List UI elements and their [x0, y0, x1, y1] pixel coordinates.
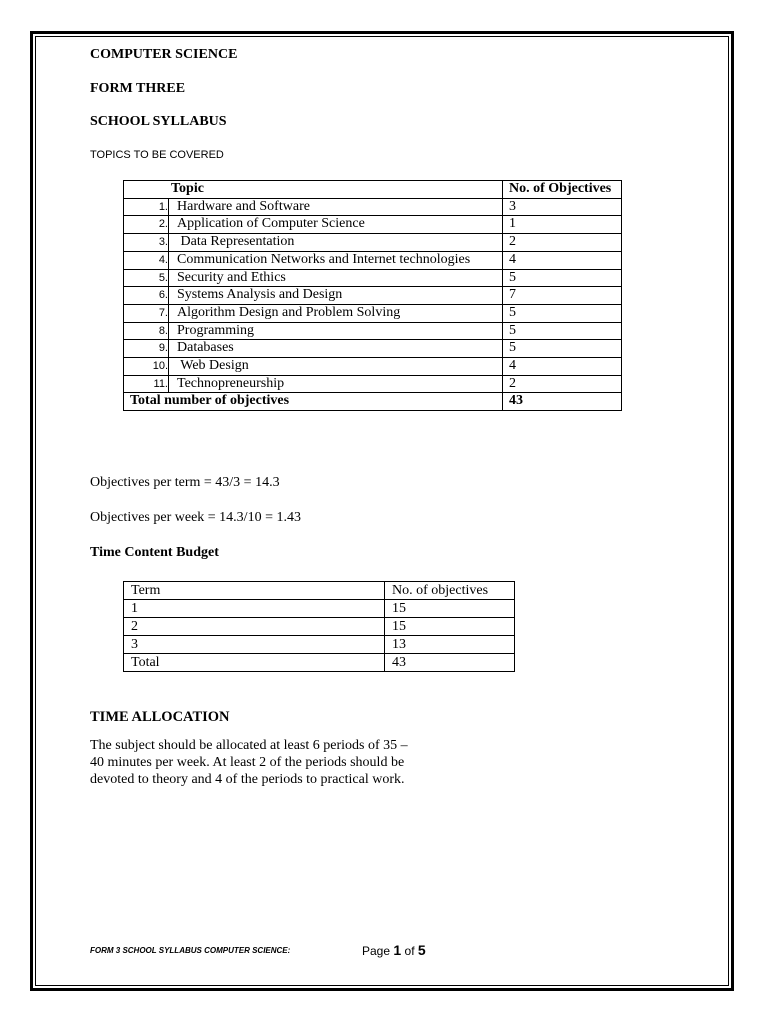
topic-number: 5. — [124, 269, 169, 287]
topic-number: 9. — [124, 340, 169, 358]
footer-document-label: FORM 3 SCHOOL SYLLABUS COMPUTER SCIENCE: — [90, 946, 291, 955]
topic-number: 10. — [124, 358, 169, 376]
footer-page-current: 1 — [393, 942, 402, 958]
budget-row — [124, 618, 515, 636]
budget-header-row — [124, 582, 515, 600]
topic-name: Web Design — [169, 358, 503, 376]
budget-heading: Time Content Budget — [90, 545, 219, 560]
objectives-per-term: Objectives per term = 43/3 = 14.3 — [90, 475, 280, 490]
budget-objectives: 15 — [385, 600, 515, 618]
topic-objectives: 3 — [503, 198, 622, 216]
topic-objectives: 2 — [503, 375, 622, 393]
budget-row — [124, 654, 515, 672]
budget-header-term: Term — [124, 582, 385, 600]
topic-number: 6. — [124, 287, 169, 305]
topics-header-row — [124, 181, 622, 199]
topic-objectives: 2 — [503, 234, 622, 252]
budget-term: 2 — [124, 618, 385, 636]
budget-row — [124, 600, 515, 618]
topics-total-label: Total number of objectives — [124, 393, 503, 411]
topic-name: Technopreneurship — [169, 375, 503, 393]
title-subject: COMPUTER SCIENCE — [90, 47, 238, 62]
topic-number: 1. — [124, 198, 169, 216]
footer-page-of: of — [404, 944, 415, 958]
topic-name: Databases — [169, 340, 503, 358]
topic-number: 8. — [124, 322, 169, 340]
topic-name: Algorithm Design and Problem Solving — [169, 304, 503, 322]
topic-number: 4. — [124, 251, 169, 269]
topics-heading: TOPICS TO BE COVERED — [90, 149, 224, 161]
budget-body — [124, 600, 515, 672]
footer-page-number — [362, 942, 426, 958]
topic-row — [124, 198, 622, 216]
topic-number: 3. — [124, 234, 169, 252]
topic-number: 11. — [124, 375, 169, 393]
topics-total-value: 43 — [503, 393, 622, 411]
topics-header-topic: Topic — [124, 181, 503, 199]
topic-name: Application of Computer Science — [169, 216, 503, 234]
topic-name: Security and Ethics — [169, 269, 503, 287]
topic-row — [124, 234, 622, 252]
title-syllabus: SCHOOL SYLLABUS — [90, 114, 227, 129]
objectives-per-week: Objectives per week = 14.3/10 = 1.43 — [90, 510, 301, 525]
topic-row — [124, 251, 622, 269]
time-allocation-heading: TIME ALLOCATION — [90, 709, 230, 725]
budget-term: 3 — [124, 636, 385, 654]
budget-objectives: 13 — [385, 636, 515, 654]
topic-row — [124, 358, 622, 376]
budget-term: 1 — [124, 600, 385, 618]
topics-table — [123, 180, 622, 411]
budget-objectives: 15 — [385, 618, 515, 636]
topics-total-row — [124, 393, 622, 411]
budget-term: Total — [124, 654, 385, 672]
topic-number: 2. — [124, 216, 169, 234]
topic-objectives: 5 — [503, 269, 622, 287]
topic-row — [124, 269, 622, 287]
topic-objectives: 5 — [503, 304, 622, 322]
topic-number: 7. — [124, 304, 169, 322]
topic-row — [124, 375, 622, 393]
budget-row — [124, 636, 515, 654]
budget-table — [123, 581, 515, 672]
topic-objectives: 4 — [503, 251, 622, 269]
topic-objectives: 4 — [503, 358, 622, 376]
topic-row — [124, 287, 622, 305]
budget-header-objectives: No. of objectives — [385, 582, 515, 600]
topic-name: Systems Analysis and Design — [169, 287, 503, 305]
topic-row — [124, 304, 622, 322]
topic-objectives: 7 — [503, 287, 622, 305]
topic-name: Data Representation — [169, 234, 503, 252]
topic-name: Communication Networks and Internet technologies — [169, 251, 503, 269]
topic-row — [124, 340, 622, 358]
topic-name: Hardware and Software — [169, 198, 503, 216]
budget-objectives: 43 — [385, 654, 515, 672]
topic-objectives: 5 — [503, 322, 622, 340]
time-allocation-body: The subject should be allocated at least 6 periods of 35 – 40 minutes per week. At least 2 of the periods should be devoted to theory and 4 of the periods to practical work. — [90, 738, 408, 787]
title-form: FORM THREE — [90, 81, 186, 96]
topic-row — [124, 216, 622, 234]
topic-objectives: 5 — [503, 340, 622, 358]
topics-body — [124, 198, 622, 393]
topic-objectives: 1 — [503, 216, 622, 234]
topics-header-objectives: No. of Objectives — [503, 181, 622, 199]
topic-row — [124, 322, 622, 340]
topic-name: Programming — [169, 322, 503, 340]
footer-page-total: 5 — [417, 942, 426, 958]
footer-page-word: Page — [362, 944, 391, 958]
